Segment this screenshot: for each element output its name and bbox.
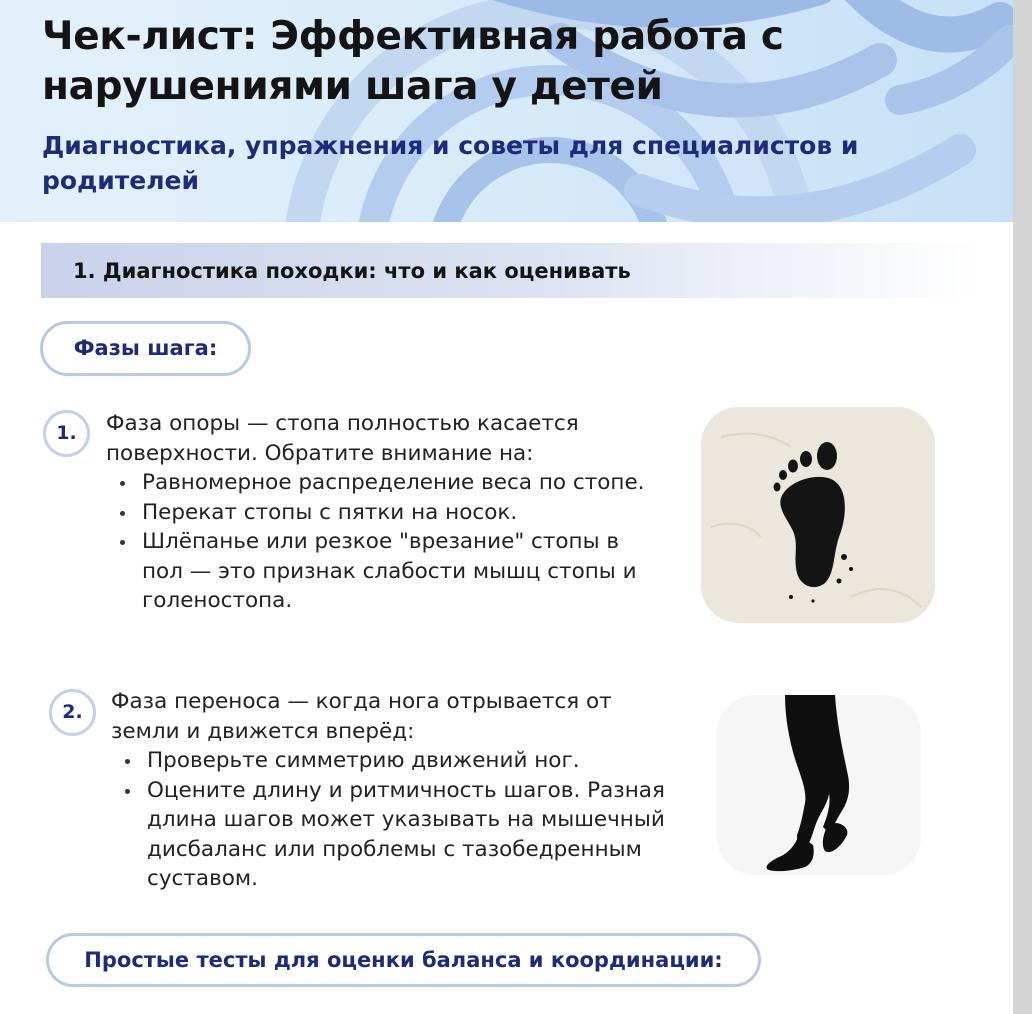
item-number-badge: 2. <box>49 689 96 736</box>
list-item <box>111 687 671 894</box>
walking-legs-icon <box>717 695 921 875</box>
section-header <box>41 243 981 298</box>
item-intro: Фаза опоры — стопа полностью касается поверхности. Обратите внимание на: <box>106 411 579 466</box>
list-item <box>106 409 666 616</box>
scrollbar-edge <box>1013 0 1032 1014</box>
page-title: Чек-лист: Эффективная работа с нарушениями шага у детей <box>42 14 784 109</box>
bullet-item: Перекат стопы с пятки на носок. <box>142 498 666 528</box>
phases-label-pill: Фазы шага: <box>40 321 251 376</box>
item-number-badge: 1. <box>43 410 90 457</box>
bullet-list <box>106 468 666 616</box>
section-title: 1. Диагностика походки: что и как оценивать <box>73 259 631 283</box>
item-intro: Фаза переноса — когда нога отрывается от земли и движется вперёд: <box>111 689 612 744</box>
footprint-image <box>701 407 935 623</box>
page-subtitle: Диагностика, упражнения и советы для специалистов и родителей <box>42 131 859 195</box>
header-banner <box>0 0 1032 222</box>
bullet-item: Проверьте симметрию движений ног. <box>147 746 671 776</box>
bullet-item: Шлёпанье или резкое "врезание" стопы в пол — это признак слабости мышц стопы и голеностопа. <box>142 527 666 616</box>
walking-legs-image <box>717 695 921 875</box>
bullet-item: Равномерное распределение веса по стопе. <box>142 468 666 498</box>
bullet-item: Оцените длину и ритмичность шагов. Разная длина шагов может указывать на мышечный дисбаланс или проблемы с тазобедренным суставом. <box>147 776 671 894</box>
footprint-icon <box>701 407 935 623</box>
tests-label-pill: Простые тесты для оценки баланса и координации: <box>46 933 761 987</box>
bullet-list <box>111 746 671 894</box>
